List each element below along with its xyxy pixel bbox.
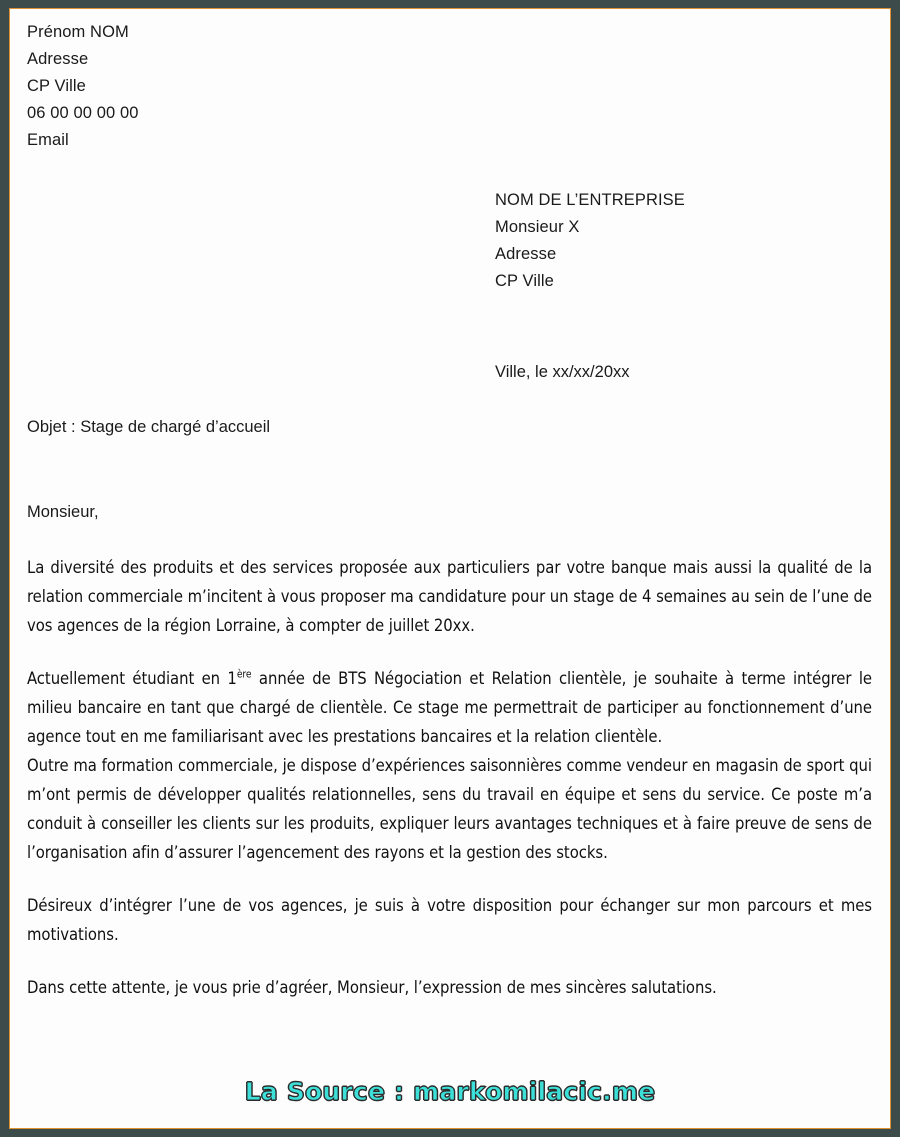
salutation-line: Monsieur, bbox=[27, 503, 99, 521]
body-paragraph-4: Désireux d’intégrer l’une de vos agences, je suis à votre disposition pour échanger sur mon parcours et mes motivations. bbox=[27, 896, 872, 944]
sender-street: Adresse bbox=[27, 50, 89, 68]
place-and-date: Ville, le xx/xx/20xx bbox=[495, 363, 630, 381]
sender-city: CP Ville bbox=[27, 77, 86, 95]
letter-page bbox=[10, 9, 890, 1128]
recipient-city: CP Ville bbox=[495, 272, 554, 290]
recipient-company: NOM DE L’ENTREPRISE bbox=[495, 191, 685, 209]
subject-line: Objet : Stage de chargé d’accueil bbox=[27, 418, 271, 436]
recipient-address-block bbox=[495, 187, 685, 295]
sender-phone: 06 00 00 00 00 bbox=[27, 104, 139, 122]
sender-name: Prénom NOM bbox=[27, 23, 129, 41]
body-paragraph-2 bbox=[27, 664, 872, 751]
sender-address-block bbox=[27, 19, 139, 154]
source-watermark: La Source : markomilacic.me bbox=[244, 1077, 656, 1106]
body-paragraph-1: La diversité des produits et des services proposée aux particuliers par votre banque mais aussi la qualité de la relation commerciale m’incitent à vous proposer ma candidature pour un stage de 4 semaines au sein de l’une de vos agences de la région Lorraine, à compter de juillet 20xx. bbox=[27, 558, 872, 635]
sender-email: Email bbox=[27, 131, 69, 149]
body-paragraph-2-text-before: Actuellement étudiant en 1 bbox=[27, 669, 237, 688]
body-paragraph-3: Outre ma formation commerciale, je dispose d’expériences saisonnières comme vendeur en magasin de sport qui m’ont permis de développer qualités relationnelles, sens du travail en équipe et sens du service. Ce poste m’a conduit à conseiller les clients sur les produits, expliquer leurs avantages techniques et à faire preuve de sens de l’organisation afin d’assurer l’agencement des rayons et la gestion des stocks. bbox=[27, 756, 872, 862]
ordinal-suffix-superscript: ère bbox=[236, 669, 252, 681]
recipient-contact: Monsieur X bbox=[495, 218, 580, 236]
body-paragraph-5: Dans cette attente, je vous prie d’agréer, Monsieur, l’expression de mes sincères salutations. bbox=[27, 978, 717, 997]
recipient-street: Adresse bbox=[495, 245, 557, 263]
body-paragraph-2-text-after: année de BTS Négociation et Relation clientèle, je souhaite à terme intégrer le milieu bancaire en tant que chargé de clientèle. Ce stage me permettrait de participer au fonctionnement d’une agence tout en me familiarisant avec les prestations bancaires et la relation clientèle. bbox=[27, 669, 872, 746]
letter-body bbox=[27, 553, 872, 1026]
